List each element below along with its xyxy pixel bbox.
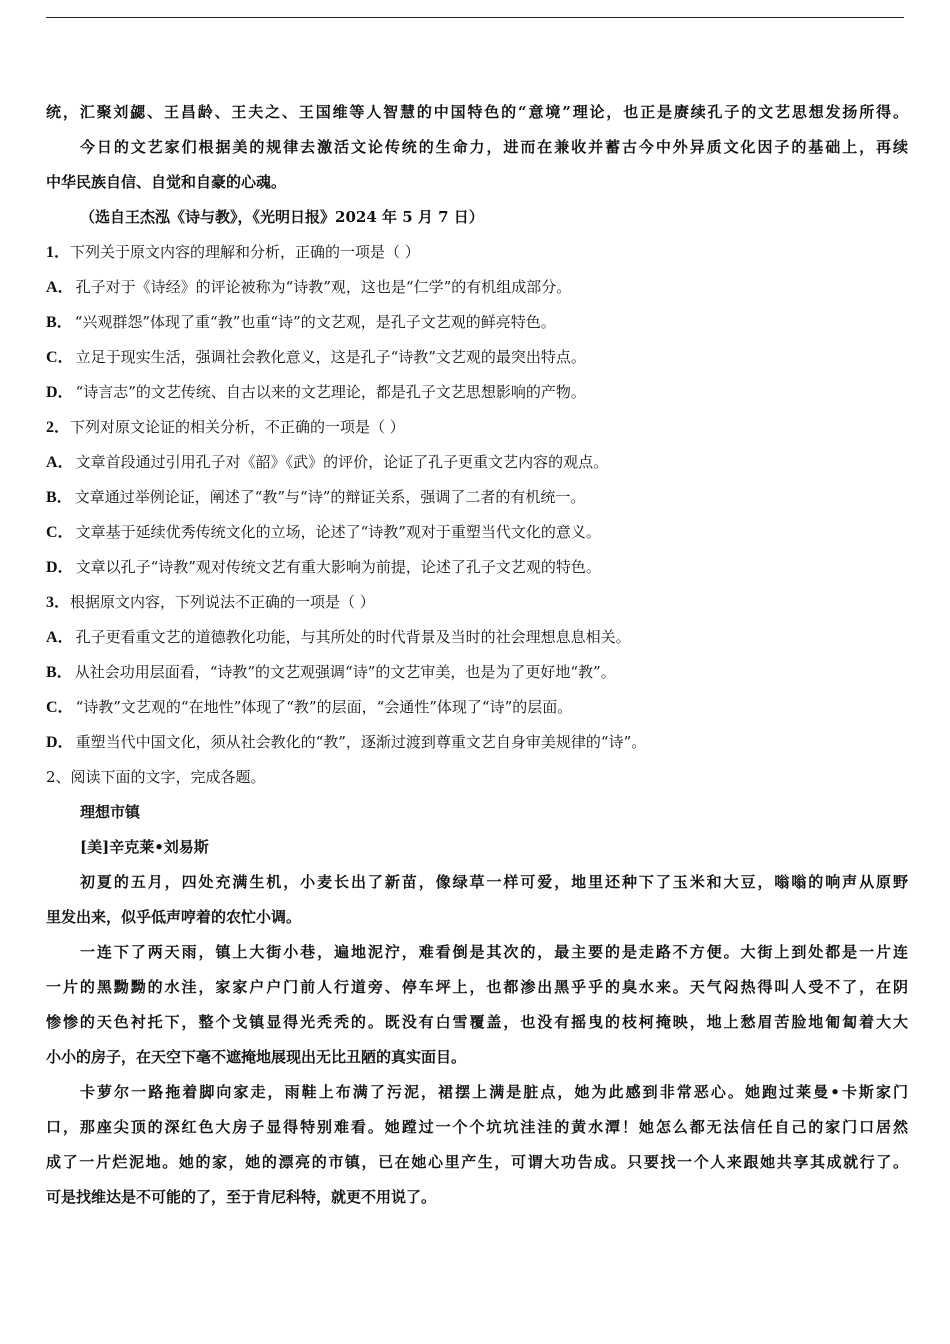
question-number: 1． — [46, 244, 71, 261]
option-text: 孔子更看重文艺的道德教化功能，与其所处的时代背景及当时的社会理想息息相关。 — [75, 628, 631, 646]
option-a — [46, 620, 908, 655]
option-d — [46, 725, 908, 760]
story-line: 小小的房子，在天空下毫不遮掩地展现出无比丑陋的真实面目。 — [46, 1048, 467, 1066]
story-line: 一片的黑黝黝的水洼，家家户户门前人行道旁、停车坪上，也都渗出黑乎乎的臭水来。天气闷热得叫人受不了，在阴 — [46, 978, 908, 996]
option-letter: A． — [46, 629, 74, 646]
option-b — [46, 655, 908, 690]
option-c — [46, 340, 908, 375]
option-text: 孔子对于《诗经》的评论被称为“诗教”观，这也是“仁学”的有机组成部分。 — [75, 278, 572, 296]
option-c — [46, 690, 908, 725]
story-line: 惨惨的天色衬托下，整个戈镇显得光秃秃的。既没有白雪覆盖，也没有摇曳的枝柯掩映，地上愁眉苦脸地匍匐着大大 — [46, 1013, 908, 1031]
question-text: 根据原文内容，下列说法不正确的一项是（ ） — [70, 593, 375, 611]
story-title: 理想市镇 — [80, 803, 141, 821]
option-letter: B． — [46, 314, 73, 331]
option-text: 从社会功用层面看，“诗教”的文艺观强调“诗”的文艺审美，也是为了更好地“教”。 — [74, 663, 616, 681]
option-letter: D． — [46, 734, 74, 751]
source-citation: （选自王杰泓《诗与教》，《光明日报》2024 年 5 月 7 日） — [80, 208, 484, 226]
passage-paragraph: 今日的文艺家们根据美的规律去激活文论传统的生命力，进而在兼收并蓄古今中外异质文化因子的基础上，再续 — [80, 138, 908, 156]
option-letter: D． — [46, 559, 74, 576]
story-paragraph: 一连下了两天雨，镇上大街小巷，遍地泥泞，难看倒是其次的，最主要的是走路不方便。大街上到处都是一片连 — [80, 943, 908, 961]
option-letter: B． — [46, 489, 73, 506]
option-text: 文章首段通过引用孔子对《韶》《武》的评价，论证了孔子更重文艺内容的观点。 — [75, 453, 609, 471]
option-letter: A． — [46, 454, 74, 471]
option-letter: D． — [46, 384, 74, 401]
question-number: 2． — [46, 419, 71, 436]
option-text: 立足于现实生活，强调社会教化意义，这是孔子“诗教”文艺观的最突出特点。 — [75, 348, 586, 366]
option-letter: B． — [46, 664, 73, 681]
option-letter: C． — [46, 349, 74, 366]
story-line: 成了一片烂泥地。她的家，她的漂亮的市镇，已在她心里产生，可谓大功告成。只要找一个人来跟她共享其成就行了。 — [46, 1153, 908, 1171]
question-stem — [46, 235, 908, 270]
option-letter: C． — [46, 524, 74, 541]
option-a — [46, 445, 908, 480]
option-c — [46, 515, 908, 550]
option-d — [46, 550, 908, 585]
option-text: 文章基于延续优秀传统文化的立场，论述了“诗教”观对于重塑当代文化的意义。 — [75, 523, 601, 541]
option-letter: A． — [46, 279, 74, 296]
question-text: 下列对原文论证的相关分析，不正确的一项是（ ） — [70, 418, 405, 436]
story-line: 可是找维达是不可能的了，至于肯尼科特，就更不用说了。 — [46, 1188, 437, 1206]
header-rule — [46, 17, 904, 18]
question-stem — [46, 410, 908, 445]
option-text: 文章通过举例论证，阐述了“教”与“诗”的辩证关系，强调了二者的有机统一。 — [74, 488, 586, 506]
story-line: 口，那座尖顶的深红色大房子显得特别难看。她蹚过一个个坑坑洼洼的黄水潭！她怎么都无法信任自己的家门口居然 — [46, 1118, 908, 1136]
option-text: “诗教”文艺观的“在地性”体现了“教”的层面，“会通性”体现了“诗”的层面。 — [75, 698, 573, 716]
option-text: “诗言志”的文艺传统、自古以来的文艺理论，都是孔子文艺思想影响的产物。 — [75, 383, 586, 401]
section-heading: 2、阅读下面的文字，完成各题。 — [46, 768, 266, 786]
option-b — [46, 480, 908, 515]
document-page — [46, 95, 908, 1215]
option-text: “兴观群怨”体现了重“教”也重“诗”的文艺观，是孔子文艺观的鲜亮特色。 — [74, 313, 556, 331]
question-stem — [46, 585, 908, 620]
option-letter: C． — [46, 699, 74, 716]
passage-line: 统，汇聚刘勰、王昌龄、王夫之、王国维等人智慧的中国特色的“意境”理论，也正是赓续孔子的文艺思想发扬所得。 — [46, 103, 908, 121]
option-b — [46, 305, 908, 340]
question-number: 3． — [46, 594, 71, 611]
option-d — [46, 375, 908, 410]
option-text: 文章以孔子“诗教”观对传统文艺有重大影响为前提，论述了孔子文艺观的特色。 — [75, 558, 601, 576]
option-a — [46, 270, 908, 305]
story-paragraph: 初夏的五月，四处充满生机，小麦长出了新苗，像绿草一样可爱，地里还种下了玉米和大豆，嗡嗡的响声从原野 — [80, 873, 908, 891]
option-text: 重塑当代中国文化，须从社会教化的“教”，逐渐过渡到尊重文艺自身审美规律的“诗”。 — [75, 733, 647, 751]
passage-line: 中华民族自信、自觉和自豪的心魂。 — [46, 173, 287, 191]
story-line: 里发出来，似乎低声哼着的农忙小调。 — [46, 908, 302, 926]
story-author: [美]辛克莱•刘易斯 — [80, 838, 209, 856]
question-text: 下列关于原文内容的理解和分析，正确的一项是（ ） — [70, 243, 420, 261]
story-paragraph: 卡萝尔一路拖着脚向家走，雨鞋上布满了污泥，裙摆上满是脏点，她为此感到非常恶心。她跑过莱曼•卡斯家门 — [80, 1083, 908, 1101]
